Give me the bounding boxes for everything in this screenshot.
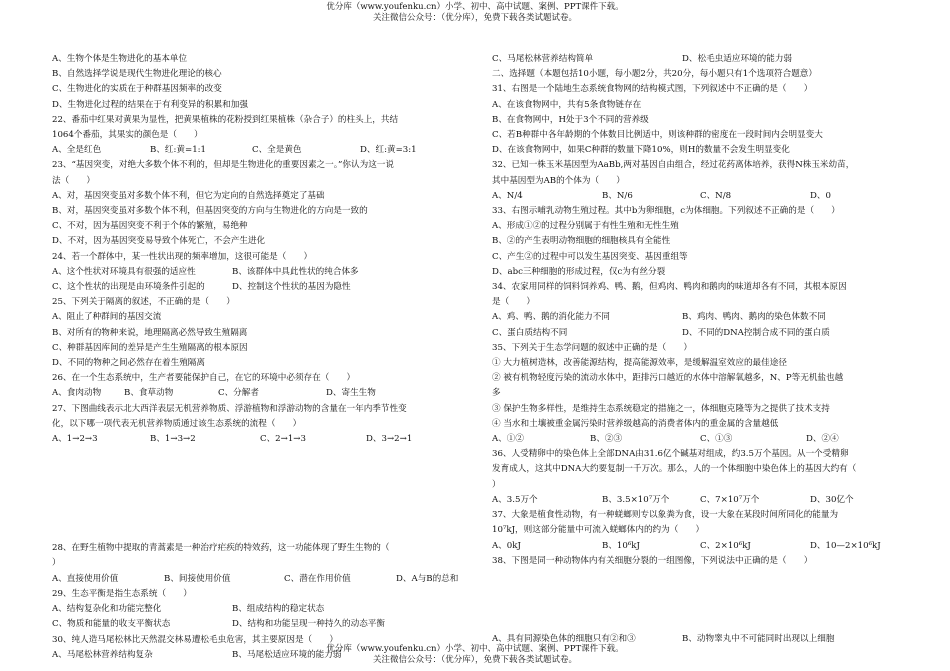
q35-option-a: A、①② xyxy=(492,434,524,445)
q27-option-c: C、2→1→3 xyxy=(260,434,306,445)
q31-option-a: A、在该食物网中，共有5条食物链存在 xyxy=(492,99,642,110)
q27-option-d: D、3→2→1 xyxy=(366,434,413,445)
q22-option-b: B、红:黄=1:1 xyxy=(150,145,207,156)
q27-stem-line1: 27、下图曲线表示北大西洋表层无机营养物质、浮游植物和浮游动物的含量在一年内季节性变 xyxy=(52,403,407,414)
q28-option-b: B、间接使用价值 xyxy=(164,573,231,584)
q28-option-c: C、潜在作用价值 xyxy=(284,573,351,584)
q22-options xyxy=(52,143,472,158)
q30-options-cd xyxy=(492,52,917,67)
q35-option-b: B、②③ xyxy=(590,434,623,445)
q34-option-b: B、鸡肉、鸭肉、鹅肉的染色体数不同 xyxy=(682,312,826,323)
q31-option-c: C、若B种群中各年龄期的个体数目比例适中，则该种群的密度在一段时间内会明显变大 xyxy=(492,130,823,141)
q36-option-b: B、3.5×10⁷万个 xyxy=(602,494,670,505)
q37-stem-line2: 10⁷kJ，则这部分能量中可流入蜣螂体内的约为（ ） xyxy=(492,525,705,536)
q23-option-c: C、不对，因为基因突变不利于个体的繁殖，易绝种 xyxy=(52,221,248,232)
q26-option-d: D、寄生生物 xyxy=(326,388,376,399)
q36-option-d: D、30亿个 xyxy=(810,494,854,505)
q37-options xyxy=(492,539,917,554)
q21-option-c: C、生物进化的实质在于种群基因频率的改变 xyxy=(52,84,222,95)
q22-option-a: A、全是红色 xyxy=(52,145,102,156)
q34-options-cd xyxy=(492,326,917,341)
q31-option-b: B、在食物网中，H处于3个不同的营养级 xyxy=(492,114,649,125)
q22-option-c: C、全是黄色 xyxy=(252,145,302,156)
q26-option-a: A、食肉动物 xyxy=(52,388,102,399)
q32-stem-line2: 其中基因型为AB的个体为（ ） xyxy=(492,175,625,186)
q29-option-b: B、组成结构的稳定状态 xyxy=(232,604,325,615)
q25-option-d: D、不同的物种之间必然存在着生殖隔离 xyxy=(52,358,205,369)
q25-option-b: B、对所有的物种来说，地理隔离必然导致生殖隔离 xyxy=(52,327,248,338)
q32-option-b: B、N/6 xyxy=(602,190,633,201)
q30-option-b: B、马尾松适应环境的能力弱 xyxy=(232,649,342,660)
left-column xyxy=(52,52,472,663)
q21-option-b: B、自然选择学说是现代生物进化理论的核心 xyxy=(52,69,222,80)
q33-option-b: B、②的产生表明动物细胞的细胞核具有全能性 xyxy=(492,236,671,247)
q26-stem: 26、在一个生态系统中，生产者要能保护自己，在它的环境中必须存在（ ） xyxy=(52,373,356,384)
q26-option-c: C、分解者 xyxy=(218,388,259,399)
q25-option-c: C、种群基因库间的差异是产生生殖隔离的根本原因 xyxy=(52,342,248,353)
q35-options xyxy=(492,432,917,447)
q26-option-b: B、食草动物 xyxy=(124,388,174,399)
header-line-1: 优分库（www.youfenku.cn）小学、初中、高中试题、案例、PPT课件下载。 xyxy=(326,2,624,12)
footer-line-1: 优分库（www.youfenku.cn）小学、初中、高中试题、案例、PPT课件下载。 xyxy=(326,644,624,654)
q34-option-c: C、蛋白质结构不同 xyxy=(492,327,568,338)
q35-stem: 35、下列关于生态学问题的叙述中正确的是（ ） xyxy=(492,342,692,353)
q33-option-a: A、形成①②的过程分别属于有性生殖和无性生殖 xyxy=(492,221,679,232)
q25-option-a: A、阻止了种群间的基因交流 xyxy=(52,312,162,323)
q25-stem: 25、下列关于隔离的叙述，不正确的是（ ） xyxy=(52,297,235,308)
q28-option-d: D、A与B的总和 xyxy=(396,573,459,584)
q36-stem-line1: 36、人受精卵中的染色体上全部DNA由31.6亿个碱基对组成，约3.5万个基因。从一个受精卵 xyxy=(492,449,849,460)
q37-stem-line1: 37、大象是植食性动物，有一种蜣螂则专以象粪为食，设一大象在某段时间所同化的能量为 xyxy=(492,510,839,521)
q28-stem-line2: ） xyxy=(52,558,61,569)
q38-stem: 38、下图是同一种动物体内有关细胞分裂的一组图像，下列说法中正确的是（ ） xyxy=(492,555,813,566)
q23-stem-line2: 法（ ） xyxy=(52,175,95,186)
q29-option-a: A、结构复杂化和功能完整化 xyxy=(52,604,162,615)
q38-option-a: A、具有同源染色体的细胞只有②和③ xyxy=(492,633,636,644)
q24-option-d: D、控制这个性状的基因为隐性 xyxy=(232,282,351,293)
q37-option-b: B、10⁶kJ xyxy=(602,540,640,551)
q35-statement-3: ③ 保护生物多样性，是维持生态系统稳定的措施之一，体细胞克隆等为之提供了技术支持 xyxy=(492,403,830,414)
q33-stem: 33、右图示哺乳动物生殖过程。其中b为卵细胞，c为体细胞。下列叙述不正确的是（ ） xyxy=(492,206,840,217)
q30-option-c: C、马尾松林营养结构简单 xyxy=(492,54,594,64)
q34-stem-line1: 34、农家用同样的饲料饲养鸡、鸭、鹅，但鸡肉、鸭肉和鹅肉的味道却各有不同，其根本原因 xyxy=(492,282,847,293)
q33-option-d: D、abc三种细胞的形成过程，仅c为有丝分裂 xyxy=(492,266,666,277)
q38-figure-space xyxy=(492,569,917,632)
q24-stem: 24、若一个群体中，某一性状出现的频率增加，这很可能是（ ） xyxy=(52,251,313,262)
q21-option-d: D、生物进化过程的结果在于有利变异的积累和加强 xyxy=(52,99,248,110)
q24-option-b: B、该群体中具此性状的纯合体多 xyxy=(232,266,359,277)
q28-option-a: A、直接使用价值 xyxy=(52,573,119,584)
q35-statement-1: ① 大力植树造林，改善能源结构，提高能源效率，是缓解温室效应的最佳途径 xyxy=(492,358,787,369)
q34-option-d: D、不同的DNA控制合成不同的蛋白质 xyxy=(682,327,830,338)
section-2-heading: 二、选择题（本题包括10小题，每小题2分，共20分，每小题只有1个选项符合题意） xyxy=(492,69,817,80)
q34-option-a: A、鸡、鸭、鹅的消化能力不同 xyxy=(492,312,610,323)
q29-options-cd xyxy=(52,617,472,632)
header-line-2: 关注微信公众号：（优分库），免费下载各类试题试卷。 xyxy=(372,13,577,23)
q23-stem-line1: 23、“基因突变，对绝大多数个体不利的，但却是生物进化的重要因素之一。”你认为这一说 xyxy=(52,160,394,171)
q33-option-c: C、产生②的过程中可以发生基因突变、基因重组等 xyxy=(492,251,688,262)
q35-option-d: D、②④ xyxy=(806,434,839,445)
q24-option-a: A、这个性状对环境具有很强的适应性 xyxy=(52,266,196,277)
q29-option-d: D、结构和功能呈现一种持久的动态平衡 xyxy=(232,619,385,630)
q23-option-d: D、不对，因为基因突变易导致个体死亡，不会产生进化 xyxy=(52,236,266,247)
q27-option-a: A、1→2→3 xyxy=(52,434,98,445)
q31-stem: 31、右图是一个陆地生态系统食物网的结构模式图，下列叙述中不正确的是（ ） xyxy=(492,84,813,95)
q29-options-ab xyxy=(52,602,472,617)
q36-options xyxy=(492,493,917,508)
q30-stem: 30、纯人造马尾松林比天然混交林易遭松毛虫危害，其主要原因是（ ） xyxy=(52,634,338,645)
q36-option-a: A、3.5万个 xyxy=(492,494,538,505)
q27-figure-space xyxy=(52,447,472,541)
page-footer xyxy=(0,644,950,666)
q26-options xyxy=(52,386,472,401)
q32-options xyxy=(492,189,917,204)
q28-stem-line1: 28、在野生植物中提取的青蒿素是一种治疗疟疾的特效药，这一功能体现了野生生物的（ xyxy=(52,543,390,554)
q31-option-d: D、在该食物网中，如果C种群的数量下降10%，则H的数量不会发生明显变化 xyxy=(492,145,790,156)
q35-statement-2-line1: ② 被有机物轻度污染的流动水体中，距排污口越近的水体中溶解氧越多，N、P等无机盐也越 xyxy=(492,373,844,384)
q22-stem-line2: 1064个番茄，其果实的颜色是（ ） xyxy=(52,130,203,141)
q27-option-b: B、1→3→2 xyxy=(150,434,196,445)
q29-stem: 29、生态平衡是指生态系统（ ） xyxy=(52,588,192,599)
q32-option-a: A、N/4 xyxy=(492,190,523,201)
q23-option-b: B、对，基因突变虽对多数个体不利，但基因突变的方向与生物进化的方向是一致的 xyxy=(52,206,368,217)
q36-stem-line3: ） xyxy=(492,479,501,490)
q27-stem-line2: 化，以下哪一项代表无机营养物质通过该生态系统的流程（ ） xyxy=(52,418,302,429)
q29-option-c: C、物质和能量的收支平衡状态 xyxy=(52,619,171,630)
q36-option-c: C、7×10⁷万个 xyxy=(700,494,760,505)
q35-option-c: C、①③ xyxy=(700,434,733,445)
q35-statement-2-line2: 多 xyxy=(492,388,501,399)
q22-stem-line1: 22、番茄中红果对黄果为显性，把黄果植株的花粉授到红果植株（杂合子）的柱头上，共结 xyxy=(52,114,399,125)
q37-option-a: A、0kJ xyxy=(492,540,521,551)
q38-option-b: B、动物睾丸中不可能同时出现以上细胞 xyxy=(682,633,835,644)
right-column xyxy=(492,52,917,647)
q30-option-a: A、马尾松林营养结构复杂 xyxy=(52,649,153,660)
q32-option-c: C、N/8 xyxy=(700,190,732,201)
q24-option-c: C、这个性状的出现是由环境条件引起的 xyxy=(52,282,205,293)
q34-stem-line2: 是（ ） xyxy=(492,297,535,308)
q30-option-d: D、松毛虫适应环境的能力弱 xyxy=(682,54,793,64)
q24-options-cd xyxy=(52,280,472,295)
q34-options-ab xyxy=(492,310,917,325)
footer-line-2: 关注微信公众号：（优分库），免费下载各类试题试卷。 xyxy=(372,655,577,665)
q36-stem-line2: 发育成人，这其中DNA大约要复制一千万次。那么，人的一个体细胞中染色体上的基因大约有（ xyxy=(492,464,857,475)
q32-stem-line1: 32、已知一株玉米基因型为AaBb,两对基因自由组合，经过花药离体培养，获得N株玉米幼苗， xyxy=(492,160,855,171)
page-header xyxy=(0,2,950,24)
q35-statement-4: ④ 当水和土壤被重金属污染时营养级越高的消费者体内的重金属的含量越低 xyxy=(492,418,779,429)
q32-option-d: D、0 xyxy=(810,190,831,201)
q24-options-ab xyxy=(52,265,472,280)
q22-option-d: D、红:黄=3:1 xyxy=(360,145,417,156)
q27-options xyxy=(52,432,472,447)
q37-option-d: D、10—2×10⁶kJ xyxy=(810,540,881,551)
q28-options xyxy=(52,572,472,587)
q23-option-a: A、对，基因突变虽对多数个体不利，但它为定向的自然选择奠定了基础 xyxy=(52,190,325,201)
q21-option-a: A、生物个体是生物进化的基本单位 xyxy=(52,54,188,64)
q37-option-c: C、2×10⁶kJ xyxy=(700,540,751,551)
